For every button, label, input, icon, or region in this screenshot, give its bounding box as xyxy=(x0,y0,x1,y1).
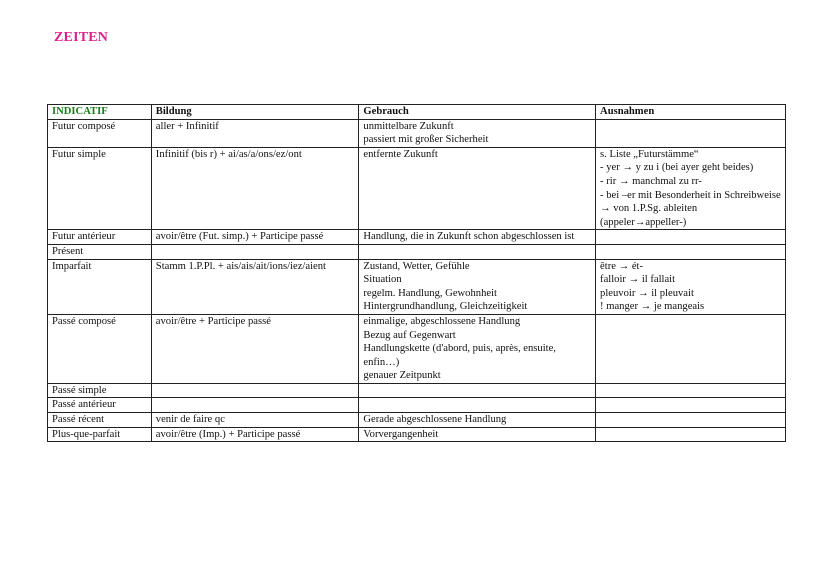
table-row xyxy=(48,314,786,383)
cell-ausnahmen xyxy=(596,230,786,245)
bildung-line: avoir/être (Fut. simp.) + Participe passé xyxy=(155,231,324,243)
cell-bildung xyxy=(151,259,359,314)
ausnahmen-line: - bei –er mit Besonderheit in Schreibweise xyxy=(600,189,781,201)
cell-ausnahmen xyxy=(596,413,786,428)
cell-bildung xyxy=(151,119,359,147)
gebrauch-line: entfernte Zukunft xyxy=(363,148,438,160)
ausnahmen-line: falloir → il fallait xyxy=(600,274,676,286)
gebrauch-line: regelm. Handlung, Gewohnheit xyxy=(363,287,497,299)
cell-tense: Imparfait xyxy=(48,259,152,314)
table-row xyxy=(48,398,786,413)
ausnahmen-line: → von 1.P.Sg. ableiten xyxy=(600,203,698,215)
cell-tense: Passé simple xyxy=(48,383,152,398)
gebrauch-line: Gerade abgeschlossene Handlung xyxy=(363,414,507,426)
tense-table xyxy=(47,104,786,442)
cell-bildung xyxy=(151,427,359,442)
header-gebrauch: Gebrauch xyxy=(359,105,596,120)
gebrauch-line: einmalige, abgeschlossene Handlung xyxy=(363,315,521,327)
gebrauch-line: Zustand, Wetter, Gefühle xyxy=(363,260,470,272)
cell-gebrauch xyxy=(359,230,596,245)
gebrauch-line: Bezug auf Gegenwart xyxy=(363,329,456,341)
cell-bildung xyxy=(151,413,359,428)
bildung-line: Stamm 1.P.Pl. + ais/ais/ait/ions/iez/aient xyxy=(155,260,326,272)
gebrauch-line: passiert mit großer Sicherheit xyxy=(363,134,489,146)
page-title: ZEITEN xyxy=(54,30,109,45)
bildung-line: aller + Infinitif xyxy=(155,120,219,132)
bildung-line: venir de faire qc xyxy=(155,414,225,426)
cell-bildung xyxy=(151,230,359,245)
cell-ausnahmen xyxy=(596,147,786,230)
header-ausnahmen: Ausnahmen xyxy=(596,105,786,120)
cell-tense: Présent xyxy=(48,244,152,259)
cell-tense: Passé récent xyxy=(48,413,152,428)
table-body xyxy=(48,119,786,442)
cell-ausnahmen xyxy=(596,314,786,383)
cell-ausnahmen xyxy=(596,398,786,413)
ausnahmen-line: s. Liste „Futurstämme“ xyxy=(600,148,699,160)
table-header-row xyxy=(48,105,786,120)
cell-gebrauch xyxy=(359,259,596,314)
cell-ausnahmen xyxy=(596,427,786,442)
cell-bildung xyxy=(151,314,359,383)
table-row xyxy=(48,147,786,230)
cell-tense: Plus-que-parfait xyxy=(48,427,152,442)
table-row xyxy=(48,230,786,245)
bildung-line: Infinitif (bis r) + ai/as/a/ons/ez/ont xyxy=(155,148,302,160)
table-row xyxy=(48,244,786,259)
cell-ausnahmen xyxy=(596,244,786,259)
table-row xyxy=(48,259,786,314)
cell-tense: Futur antérieur xyxy=(48,230,152,245)
cell-bildung xyxy=(151,398,359,413)
header-bildung: Bildung xyxy=(151,105,359,120)
bildung-line: avoir/être + Participe passé xyxy=(155,315,271,327)
cell-gebrauch xyxy=(359,147,596,230)
table-row xyxy=(48,383,786,398)
gebrauch-line: Situation xyxy=(363,274,402,286)
cell-gebrauch xyxy=(359,383,596,398)
cell-ausnahmen xyxy=(596,119,786,147)
cell-ausnahmen xyxy=(596,259,786,314)
cell-gebrauch xyxy=(359,314,596,383)
cell-tense: Passé antérieur xyxy=(48,398,152,413)
ausnahmen-line: ! manger → je mangeais xyxy=(600,301,705,313)
cell-bildung xyxy=(151,244,359,259)
table-row xyxy=(48,413,786,428)
gebrauch-line: Handlungskette (d'abord, puis, après, ensuite, enfin…) xyxy=(363,343,559,368)
table-row xyxy=(48,119,786,147)
ausnahmen-line: - yer → y zu i (bei ayer geht beides) xyxy=(600,162,754,174)
ausnahmen-line: être → ét- xyxy=(600,260,643,272)
cell-bildung xyxy=(151,147,359,230)
table-row xyxy=(48,427,786,442)
cell-bildung xyxy=(151,383,359,398)
cell-tense: Passé composé xyxy=(48,314,152,383)
bildung-line: avoir/être (Imp.) + Participe passé xyxy=(155,428,301,440)
ausnahmen-line: pleuvoir → il pleuvait xyxy=(600,287,694,299)
gebrauch-line: Handlung, die in Zukunft schon abgeschlossen ist xyxy=(363,231,575,243)
cell-tense: Futur composé xyxy=(48,119,152,147)
gebrauch-line: Vorvergangenheit xyxy=(363,428,439,440)
cell-gebrauch xyxy=(359,413,596,428)
ausnahmen-line: - rir → manchmal zu rr- xyxy=(600,175,702,187)
cell-tense: Futur simple xyxy=(48,147,152,230)
gebrauch-line: genauer Zeitpunkt xyxy=(363,370,441,382)
cell-gebrauch xyxy=(359,398,596,413)
cell-gebrauch xyxy=(359,119,596,147)
gebrauch-line: unmittelbare Zukunft xyxy=(363,120,454,132)
cell-gebrauch xyxy=(359,427,596,442)
gebrauch-line: Hintergrundhandlung, Gleichzeitigkeit xyxy=(363,301,528,313)
cell-gebrauch xyxy=(359,244,596,259)
cell-ausnahmen xyxy=(596,383,786,398)
ausnahmen-line: (appeler→appeller-) xyxy=(600,216,687,228)
header-indicatif: INDICATIF xyxy=(48,105,152,120)
